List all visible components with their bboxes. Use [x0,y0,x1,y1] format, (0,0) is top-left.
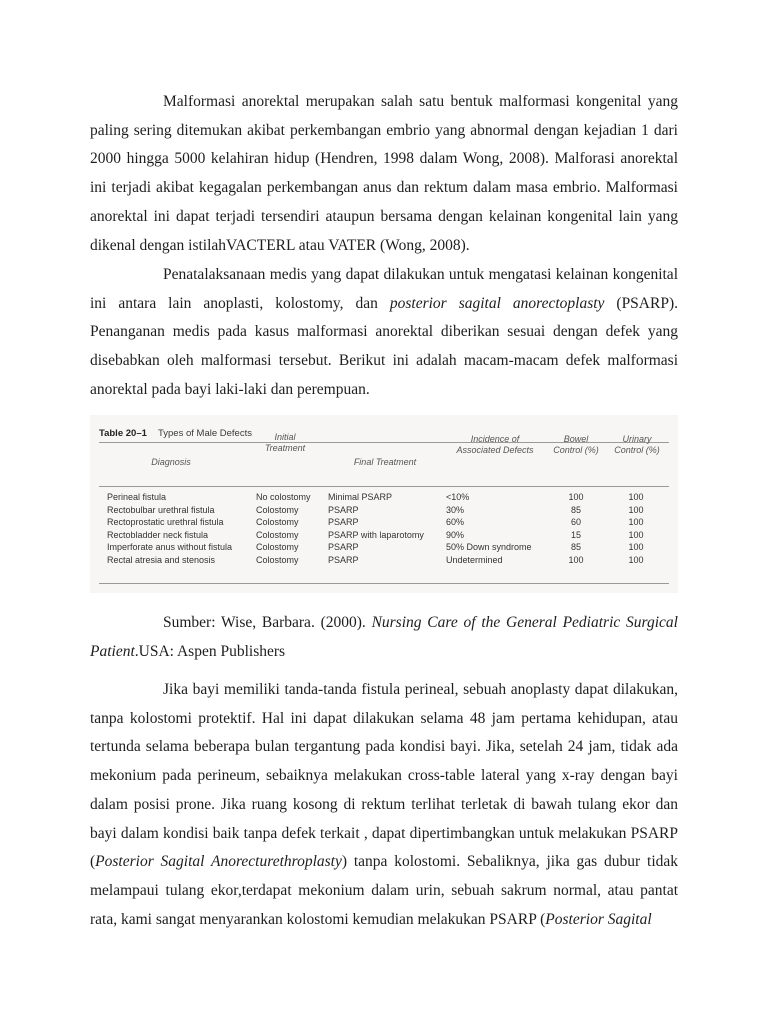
table-cell-initial: Colostomy [256,529,299,540]
header-urinary-control: Urinary Control (%) [614,434,660,455]
table-cell-urinary: 100 [628,555,644,565]
table-cell-final: Minimal PSARP [328,492,393,502]
table-bottom-rule [99,583,669,584]
table-cell-incidence: 30% [446,504,465,515]
table-cell-bowel: 85 [570,542,581,553]
table-cell-diagnosis: Rectal atresia and stenosis [107,555,216,565]
header-final-treatment: Final Treatment [353,457,417,467]
table-cell-initial: Colostomy [256,555,299,565]
table-cell-final: PSARP [328,504,359,515]
table-cell-urinary: 100 [628,492,644,502]
paragraph-text: Penatalaksanaan medis yang dapat dilakukan untuk mengatasi kelainan kongenital ini antara lain anoplasti, kolostomy, dan [90,266,678,312]
paragraph-text: paling sering ditemukan akibat perkembangan embrio yang abnormal dengan kejadian 1 dari 2000 hingga 5000 kelahiran hidup (Hendren, 1998 dalam Wong, 2008). Malforasi anorektal ini terjadi akibat kegagalan perkembangan anus dan rektum dalam masa embrio. Malformasi anorektal ini dapat terjadi tersendiri ataupun bersama dengan kelainan kongenital lain yang dikenal dengan istilahVACTERL atau VATER (Wong, 2008). [90,121,678,254]
table-cell-urinary: 100 [628,517,644,528]
table-cell-urinary: 100 [628,529,644,540]
paragraph-italic-term: Posterior Sagital Anorecturethroplasty [95,853,342,871]
table-title: Types of Male Defects [158,428,252,439]
paragraph-text: ) tanpa kolostomi. Sebaliknya, jika gas dubur tidak melampaui tulang ekor,terdapat mekonium dalam urin, sebuah sakrum normal, atau pantat rata, kami sangat menyarankan kolostomi kemudian melakukan PSARP ( [90,853,679,928]
table-caption [99,428,252,439]
table-cell-diagnosis: Rectobladder neck fistula [107,529,209,540]
paragraph-text: (PSARP). Penanganan medis pada kasus malformasi anorektal diberikan sesuai dengan defek yang disebabkan oleh malformasi tersebut. Berikut ini adalah macam-macam defek malformasi anorektal pada bayi laki-laki dan perempuan. [90,294,678,398]
header-bowel-control: Bowel Control (%) [553,434,599,455]
table-cell-initial: Colostomy [256,504,299,515]
table-cell-urinary: 100 [628,504,644,515]
table-cell-final: PSARP [328,517,359,528]
table-cell-diagnosis: Rectoprostatic urethral fistula [107,517,224,528]
table-cell-final: PSARP [328,542,359,553]
table-cell-bowel: 85 [570,504,581,515]
table-cell-diagnosis: Perineal fistula [107,492,167,502]
table-cell-incidence: 90% [446,529,465,540]
table-cell-diagnosis: Rectobulbar urethral fistula [107,504,215,515]
table-cell-incidence: 50% Down syndrome [446,542,532,553]
table-cell-incidence: 60% [446,517,465,528]
paragraph-italic-term: posterior sagital anorectoplasty [389,294,605,312]
table-cell-initial: No colostomy [256,492,311,502]
male-defects-table-image [90,415,678,593]
table-cell-diagnosis: Imperforate anus without fistula [107,542,233,553]
paragraph-malformasi [90,88,678,260]
paragraph-italic-term: Posterior Sagital [545,910,652,928]
paragraph-fistula-perineal [90,676,678,934]
table-cell-bowel: 15 [570,529,581,540]
paragraph-penatalaksanaan [90,261,678,405]
citation-book-title: Nursing Care of the General Pediatric Surgical Patient [90,614,678,660]
header-incidence: Incidence of Associated Defects [456,434,534,455]
table-label: Table 20–1 [99,428,147,439]
table-cell-urinary: 100 [628,542,644,553]
table-header-rule [99,486,669,487]
header-initial-treatment: Initial Treatment [264,432,306,453]
table-cell-incidence: Undetermined [446,555,503,565]
table-cell-bowel: 100 [568,555,584,565]
table-cell-final: PSARP with laparotomy [328,529,424,540]
table-cell-final: PSARP [328,555,359,565]
table-cell-initial: Colostomy [256,542,299,553]
citation-text: .USA: Aspen Publishers [134,642,286,660]
paragraph-text: Malformasi anorektal merupakan salah satu bentuk malformasi kongenital yang [163,93,678,110]
paragraph-text: Jika bayi memiliki tanda-tanda fistula perineal, sebuah anoplasty dapat dilakukan, tanpa kolostomi protektif. Hal ini dapat dilakukan selama 48 jam pertama kehidupan, atau tertunda selama beberapa bulan tergantung pada kondisi bayi. Jika, setelah 24 jam, tidak ada mekonium pada perineum, sebaiknya melakukan cross-table lateral yang x-ray dengan bayi dalam posisi prone. Jika ruang kosong di rektum terlihat terletak di bawah tulang ekor dan bayi dalam kondisi baik tanpa defek terkait , dapat dipertimbangkan untuk melakukan PSARP ( [90,681,678,871]
table-cell-initial: Colostomy [256,517,299,528]
citation-text: Sumber: Wise, Barbara. (2000). [163,614,372,631]
source-citation [90,609,678,666]
table-cell-incidence: <10% [446,492,470,502]
table-cell-bowel: 100 [568,492,584,502]
table-cell-bowel: 60 [570,517,581,528]
header-diagnosis: Diagnosis [151,457,191,467]
